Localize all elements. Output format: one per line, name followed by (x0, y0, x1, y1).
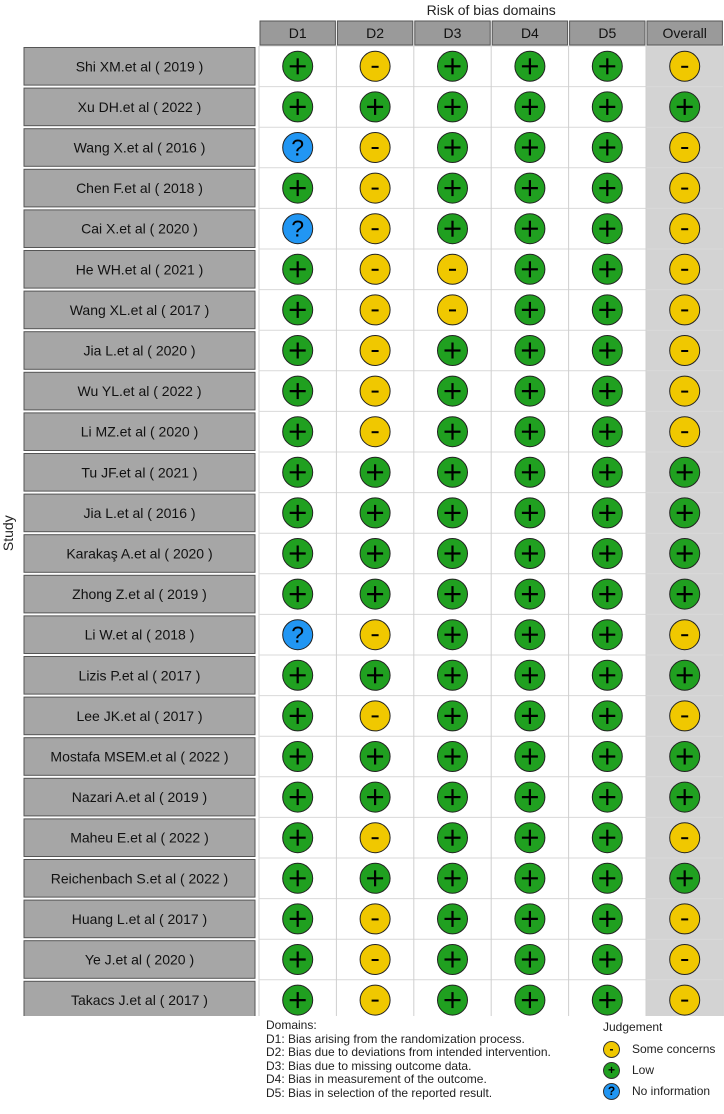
judgement-legend (603, 1020, 724, 1103)
study-label: Mostafa MSEM.et al ( 2022 ) (50, 748, 229, 765)
chart-title: Risk of bias domains (426, 2, 556, 18)
no-information-symbol: ? (291, 215, 305, 242)
legend-title: Judgement (603, 1020, 663, 1034)
study-label: Maheu E.et al ( 2022 ) (70, 829, 209, 846)
column-header: D5 (598, 25, 617, 41)
legend-item-no-information (603, 1082, 724, 1103)
domains-note-title: Domains: (266, 1018, 317, 1032)
study-label: Tu JF.et al ( 2021 ) (81, 464, 198, 481)
no-information-symbol: ? (291, 134, 305, 161)
study-label: Ye J.et al ( 2020 ) (84, 951, 195, 968)
study-label: Wang X.et al ( 2016 ) (73, 139, 206, 156)
study-label: Reichenbach S.et al ( 2022 ) (50, 870, 229, 887)
domain-note-d2: D2: Bias due to deviations from intended intervention. (266, 1045, 551, 1059)
legend-label: Some concerns (632, 1042, 716, 1056)
legend-label: Low (632, 1063, 655, 1077)
domain-note-d4: D4: Bias in measurement of the outcome. (266, 1072, 487, 1086)
domain-note-d3: D3: Bias due to missing outcome data. (266, 1058, 472, 1073)
no-information-icon: ? (603, 1083, 620, 1100)
domain-note-d5: D5: Bias in selection of the reported result. (266, 1085, 493, 1100)
y-axis-label: Study (0, 515, 16, 552)
study-label: Lee JK.et al ( 2017 ) (76, 707, 203, 724)
study-label: Huang L.et al ( 2017 ) (71, 910, 208, 927)
study-label: Li W.et al ( 2018 ) (84, 626, 195, 643)
study-label: Takacs J.et al ( 2017 ) (71, 992, 208, 1009)
column-header: D1 (288, 25, 307, 41)
column-header: Overall (662, 25, 707, 41)
study-label: Chen F.et al ( 2018 ) (76, 180, 203, 197)
study-label: Zhong Z.et al ( 2019 ) (72, 586, 207, 603)
study-label: Li MZ.et al ( 2020 ) (80, 423, 199, 440)
domains-note (266, 1019, 606, 1100)
legend-item-some-concerns (603, 1040, 724, 1061)
study-label: Wang XL.et al ( 2017 ) (69, 301, 210, 318)
no-information-symbol: ? (291, 621, 305, 648)
study-label: Lizis P.et al ( 2017 ) (78, 667, 201, 684)
low-risk-icon: + (603, 1062, 620, 1079)
some-concerns-icon: - (603, 1041, 620, 1058)
study-label: Shi XM.et al ( 2019 ) (75, 58, 204, 75)
study-label: Nazari A.et al ( 2019 ) (71, 789, 208, 806)
study-label: Wu YL.et al ( 2022 ) (77, 383, 202, 400)
study-label: He WH.et al ( 2021 ) (75, 261, 204, 278)
column-header: D4 (520, 25, 539, 41)
study-label: Jia L.et al ( 2016 ) (83, 504, 196, 521)
legend-item-low (603, 1061, 724, 1082)
study-label: Karakaş A.et al ( 2020 ) (66, 545, 213, 562)
study-label: Cai X.et al ( 2020 ) (81, 220, 198, 237)
column-header: D3 (443, 25, 462, 41)
legend-label: No information (632, 1084, 711, 1098)
study-label: Xu DH.et al ( 2022 ) (77, 98, 202, 115)
column-header: D2 (366, 25, 385, 41)
domain-note-d1: D1: Bias arising from the randomization process. (266, 1031, 525, 1046)
study-label: Jia L.et al ( 2020 ) (83, 342, 196, 359)
